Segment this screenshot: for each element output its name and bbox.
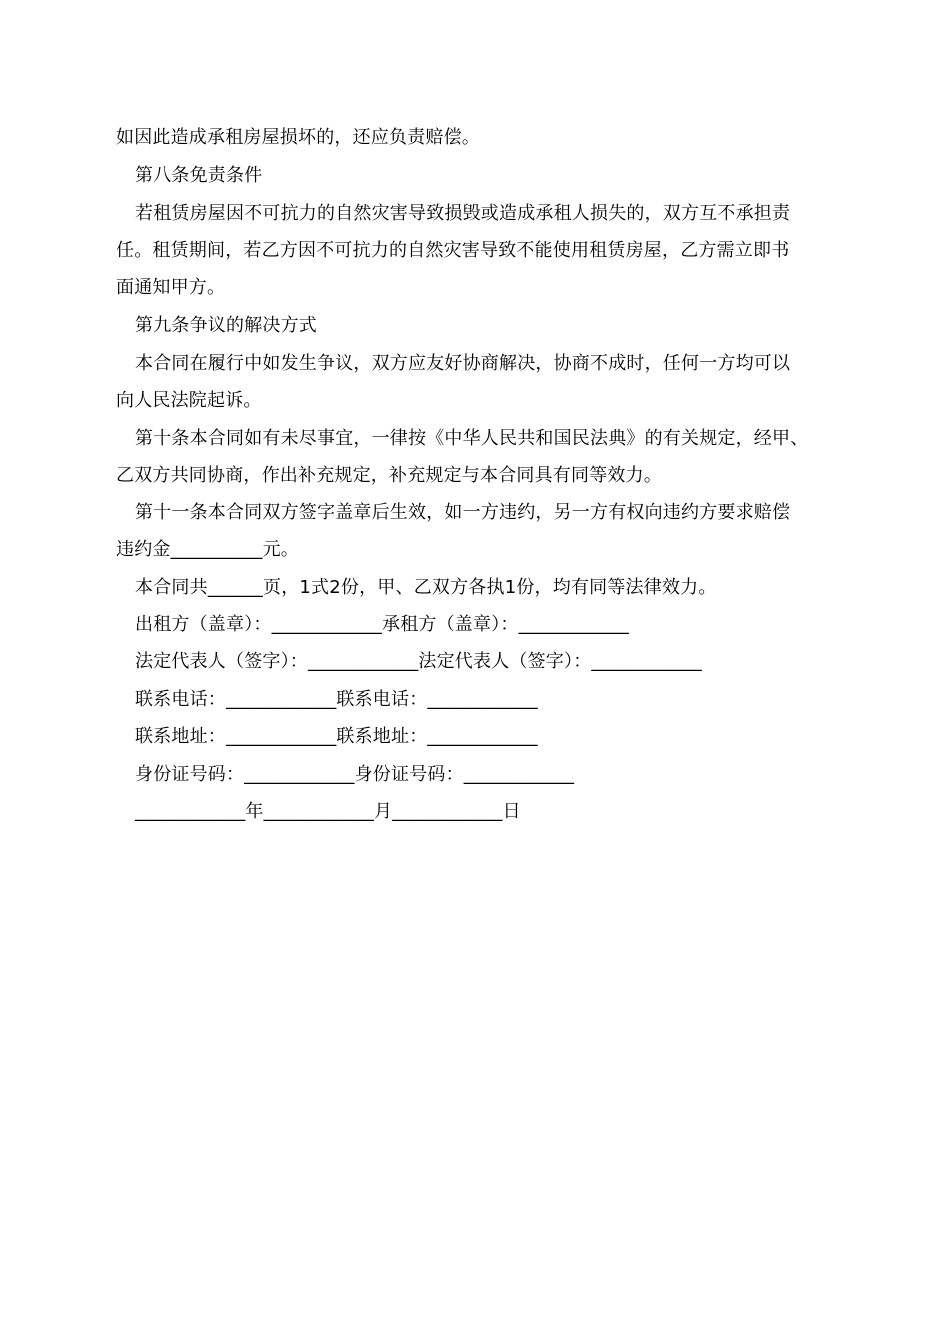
- paragraph-line: 乙双方共同协商，作出补充规定，补充规定与本合同具有同等效力。: [116, 465, 662, 486]
- paragraph-line: 第十条本合同如有未尽事宜，一律按《中华人民共和国民法典》的有关规定，经甲、: [135, 428, 809, 449]
- signature-line: 联系电话：____________联系电话：____________: [135, 689, 538, 710]
- paragraph-line: 向人民法院起诉。: [116, 390, 262, 411]
- article-heading: 第八条免责条件: [135, 165, 263, 186]
- article-heading: 第九条争议的解决方式: [135, 315, 317, 336]
- signature-line: 联系地址：____________联系地址：____________: [135, 726, 538, 747]
- date-line: ____________年____________月____________日: [135, 801, 521, 822]
- paragraph-line: 如因此造成承租房屋损坏的，还应负责赔偿。: [116, 127, 480, 148]
- signature-line: 身份证号码：____________身份证号码：____________: [135, 764, 575, 785]
- paragraph-line: 面通知甲方。: [116, 277, 226, 298]
- paragraph-line: 第十一条本合同双方签字盖章后生效，如一方违约，另一方有权向违约方要求赔偿: [135, 502, 791, 523]
- signature-line: 法定代表人（签字）：____________法定代表人（签字）：____________: [135, 651, 702, 672]
- signature-line: 出租方（盖章）：____________承租方（盖章）：____________: [135, 614, 629, 635]
- paragraph-line: 本合同在履行中如发生争议，双方应友好协商解决，协商不成时，任何一方均可以: [135, 353, 791, 374]
- paragraph-line: 任。租赁期间，若乙方因不可抗力的自然灾害导致不能使用租赁房屋，乙方需立即书: [116, 240, 790, 261]
- paragraph-line: 若租赁房屋因不可抗力的自然灾害导致损毁或造成承租人损失的，双方互不承担责: [135, 203, 791, 224]
- paragraph-line: 违约金__________元。: [116, 539, 299, 560]
- paragraph-line: 本合同共______页，1式2份，甲、乙双方各执1份，均有同等法律效力。: [135, 577, 717, 598]
